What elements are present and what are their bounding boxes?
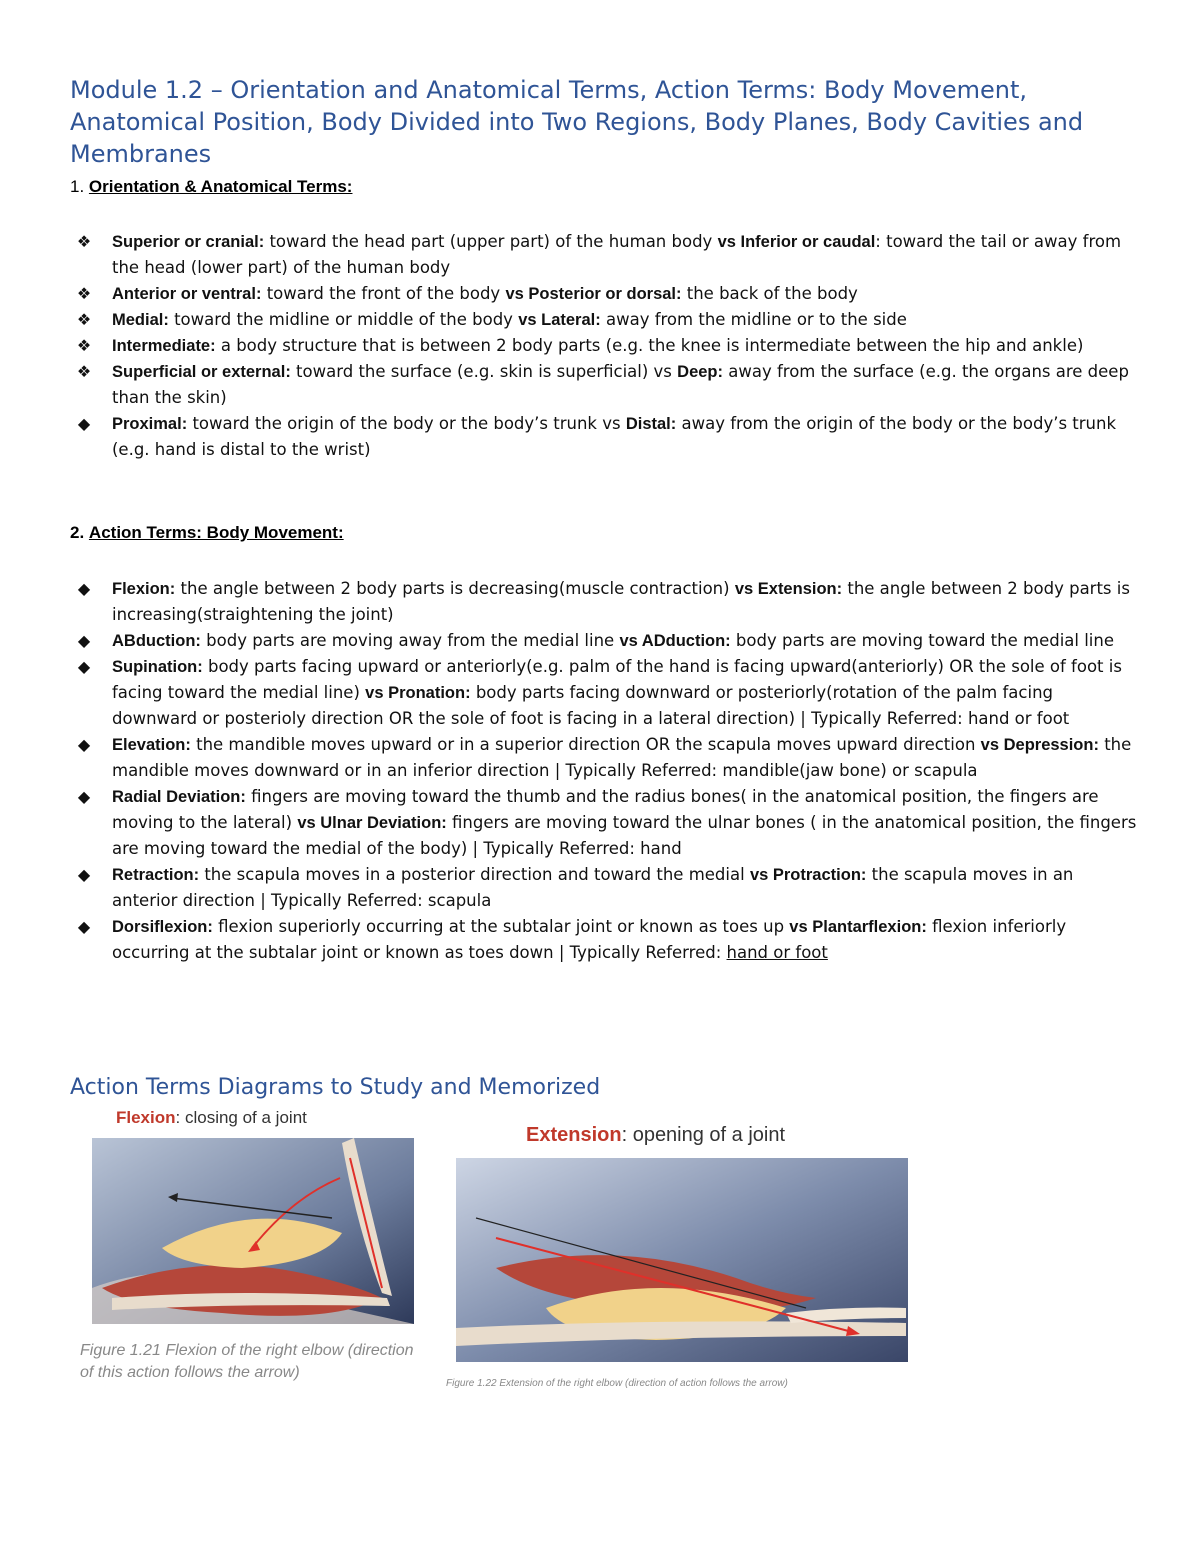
list-item <box>70 862 1140 914</box>
star-bullet-icon: ❖ <box>76 362 92 381</box>
extension-caption: Figure 1.22 Extension of the right elbow (direction of action follows the arrow) <box>446 1378 788 1389</box>
term: Dorsiflexion: <box>112 918 213 936</box>
term: Deep: <box>677 363 723 381</box>
definition: body parts facing downward or posteriorly(rotation of the palm facing downward or posterioly direction OR the sole of foot is facing in a lateral direction) | Typically Referred: hand or foot <box>112 683 1070 728</box>
section1-number: 1. <box>70 177 85 196</box>
diamond-bullet-icon: ◆ <box>77 917 91 936</box>
term: Supination: <box>112 658 203 676</box>
extension-elbow-illustration <box>456 1158 908 1362</box>
term: Lateral: <box>536 311 601 329</box>
diamond-bullet-icon: ◆ <box>77 579 91 598</box>
star-bullet-icon: ❖ <box>76 284 92 303</box>
vs-label: vs <box>518 311 537 329</box>
definition: away from the origin of the body or the body’s trunk (e.g. hand is distal to the wrist) <box>112 414 1117 459</box>
flexion-caption-line2: of this action follows the arrow) <box>80 1364 300 1381</box>
term: Intermediate: <box>112 337 216 355</box>
list-item <box>70 784 1140 862</box>
list-item <box>70 732 1140 784</box>
definition: the mandible moves upward or in a superior direction OR the scapula moves upward direction <box>190 735 981 754</box>
list-item <box>70 576 1140 628</box>
vs-label: vs <box>734 580 754 598</box>
term: Ulnar Deviation: <box>315 814 447 832</box>
term: Retraction: <box>112 866 200 884</box>
extension-keyword: Extension <box>526 1124 622 1146</box>
section1-heading <box>70 176 352 198</box>
flexion-caption <box>80 1340 414 1384</box>
term: Flexion: <box>112 580 176 598</box>
vs-label: vs <box>749 866 769 884</box>
definition: body parts are moving away from the medial line <box>200 631 620 650</box>
diagrams-heading: Action Terms Diagrams to Study and Memorized <box>70 1075 601 1100</box>
definition: the angle between 2 body parts is increasing(straightening the joint) <box>112 579 1130 624</box>
diamond-bullet-icon: ◆ <box>77 735 91 754</box>
term: Extension: <box>753 580 843 598</box>
list-item <box>70 333 1140 359</box>
definition: toward the front of the body <box>261 284 506 303</box>
term: Superior or cranial: <box>112 233 265 251</box>
diamond-bullet-icon: ◆ <box>77 787 91 806</box>
list-item <box>70 307 1140 333</box>
list-item <box>70 628 1140 654</box>
definition: fingers are moving toward the thumb and the radius bones( in the anatomical position, the fingers are moving to the lateral) <box>112 787 1099 832</box>
definition: the angle between 2 body parts is decreasing(muscle contraction) <box>175 579 735 598</box>
flexion-title-rest: : closing of a joint <box>175 1108 307 1127</box>
term: Anterior or ventral: <box>112 285 262 303</box>
flexion-elbow-illustration <box>92 1138 414 1324</box>
term: Radial Deviation: <box>112 788 246 806</box>
term: ABduction: <box>112 632 201 650</box>
definition: the scapula moves in an anterior direction | Typically Referred: scapula <box>112 865 1074 910</box>
list-item <box>70 229 1140 281</box>
definition: the mandible moves downward or in an inferior direction | Typically Referred: mandible(jaw bone) or scapula <box>112 735 1132 780</box>
diamond-bullet-icon: ◆ <box>77 657 91 676</box>
definition: away from the surface (e.g. the organs are deep than the skin) <box>112 362 1129 407</box>
definition: the back of the body <box>681 284 858 303</box>
flexion-figure-title <box>116 1108 307 1128</box>
flexion-caption-line1: Figure 1.21 Flexion of the right elbow (direction <box>80 1342 414 1359</box>
definition: the scapula moves in a posterior direction and toward the medial <box>199 865 750 884</box>
definition: away from the midline or to the side <box>600 310 907 329</box>
term: Proximal: <box>112 415 188 433</box>
term: Distal: <box>625 415 677 433</box>
definition: : toward the tail or away from the head (lower part) of the human body <box>112 232 1122 277</box>
star-bullet-icon: ❖ <box>76 336 92 355</box>
vs-label: vs <box>619 632 638 650</box>
section2-heading-text: Action Terms: Body Movement: <box>88 523 344 542</box>
list-item <box>70 654 1140 732</box>
action-terms-list <box>70 576 1140 966</box>
section1-heading-text: Orientation & Anatomical Terms: <box>88 177 353 196</box>
definition: body parts facing upward or anteriorly(e.g. palm of the hand is facing upward(anteriorly) OR the sole of foot is facing toward the medial line) <box>112 657 1122 702</box>
term: Superficial or external: <box>112 363 291 381</box>
term: Protraction: <box>768 866 867 884</box>
definition: fingers are moving toward the ulnar bones ( in the anatomical position, the fingers are moving toward the medial of the body) | Typically Referred: hand <box>112 813 1137 858</box>
vs-label: vs <box>297 814 316 832</box>
vs-label: vs <box>980 736 1000 754</box>
term: Medial: <box>112 311 169 329</box>
definition: toward the midline or middle of the body <box>168 310 519 329</box>
vs-label: vs <box>717 233 736 251</box>
definition: toward the surface (e.g. skin is superficial) vs <box>290 362 678 381</box>
extension-title-rest: : opening of a joint <box>621 1124 786 1146</box>
term: Plantarflexion: <box>807 918 927 936</box>
section2-heading <box>70 522 344 544</box>
document-title: Module 1.2 – Orientation and Anatomical Terms, Action Terms: Body Movement, Anatomical Position, Body Divided into Two Regions, Body Planes, Body Cavities and Membranes <box>70 76 1084 168</box>
star-bullet-icon: ❖ <box>76 232 92 251</box>
term: Depression: <box>999 736 1099 754</box>
star-bullet-icon: ❖ <box>76 310 92 329</box>
term: Pronation: <box>383 684 471 702</box>
definition: toward the head part (upper part) of the human body <box>264 232 718 251</box>
definition: a body structure that is between 2 body parts (e.g. the knee is intermediate between the hip and ankle) <box>215 336 1084 355</box>
list-item <box>70 411 1140 463</box>
section2-number: 2. <box>70 523 85 542</box>
vs-label: vs <box>505 285 524 303</box>
vs-label: vs <box>789 918 808 936</box>
list-item <box>70 281 1140 307</box>
term: Posterior or dorsal: <box>523 285 682 303</box>
orientation-terms-list <box>70 229 1140 463</box>
diamond-bullet-icon: ◆ <box>77 414 91 433</box>
definition: toward the origin of the body or the body’s trunk vs <box>187 414 626 433</box>
flexion-keyword: Flexion <box>116 1108 176 1127</box>
definition: body parts are moving toward the medial line <box>730 631 1114 650</box>
diamond-bullet-icon: ◆ <box>77 631 91 650</box>
list-item <box>70 914 1140 966</box>
term: ADduction: <box>637 632 731 650</box>
term: Elevation: <box>112 736 191 754</box>
reference-text: hand or foot <box>726 943 828 962</box>
definition: flexion inferiorly occurring at the subtalar joint or known as toes down | Typically Referred: <box>112 917 1067 962</box>
term: Inferior or caudal <box>735 233 876 251</box>
definition: flexion superiorly occurring at the subtalar joint or known as toes up <box>212 917 790 936</box>
list-item <box>70 359 1140 411</box>
diamond-bullet-icon: ◆ <box>77 865 91 884</box>
extension-figure-title <box>526 1124 785 1147</box>
vs-label: vs <box>365 684 384 702</box>
